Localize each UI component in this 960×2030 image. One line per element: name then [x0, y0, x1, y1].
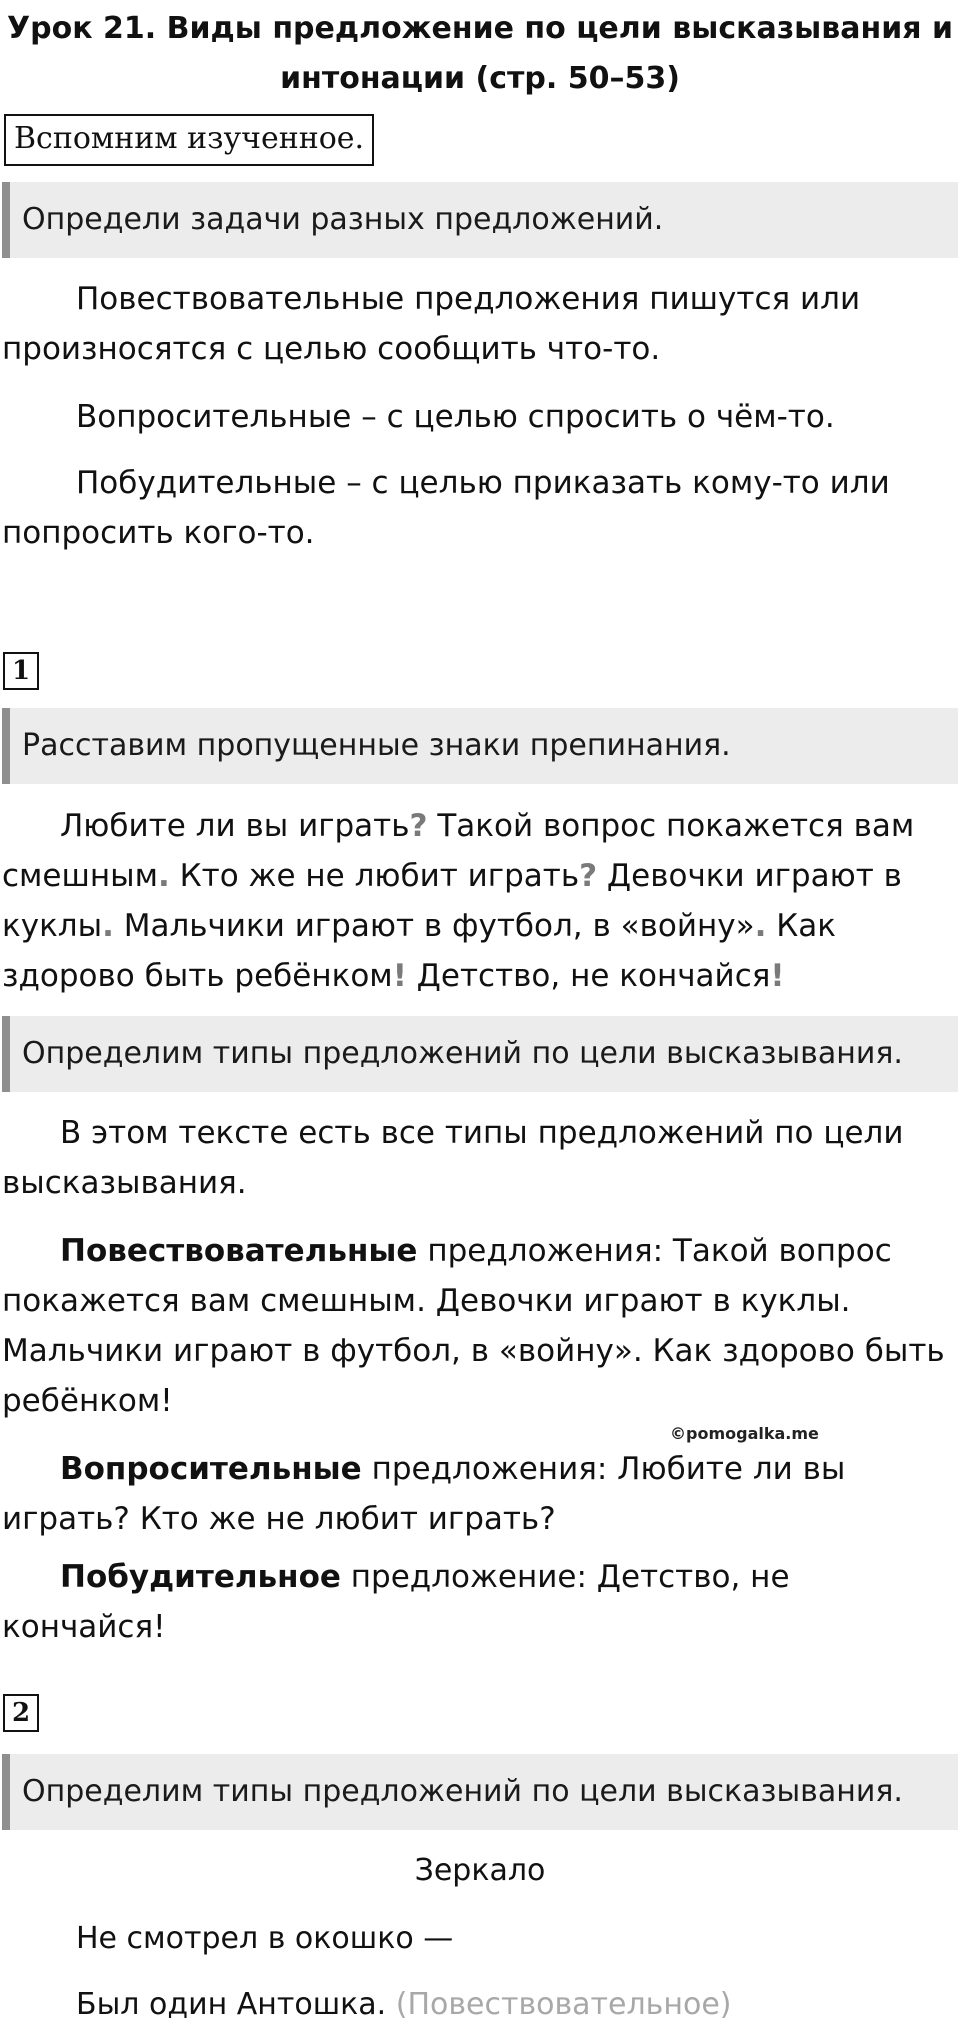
narrative-answer	[2, 1226, 957, 1426]
intro-paragraph-1: Повествовательные предложения пишутся или произносятся с целью сообщить что-то.	[2, 281, 861, 367]
question-answer	[2, 1444, 957, 1544]
poem-line-1: Не смотрел в окошко —	[76, 1921, 454, 1956]
sentence-4: Девочки играют в куклы	[2, 858, 902, 944]
page-title	[0, 4, 960, 104]
title-line-1: Урок 21. Виды предложение по цели высказывания и	[7, 11, 953, 46]
punctuation-1: ?	[409, 808, 428, 844]
sentence-6: Как здорово быть ребёнком	[2, 908, 836, 994]
intro-paragraph-2: Вопросительные – с целью спросить о чём-то.	[76, 399, 835, 435]
punctuation-2: .	[158, 858, 170, 894]
punctuation-3: ?	[579, 858, 598, 894]
exercise-1-summary: В этом тексте есть все типы предложений по цели высказывания.	[2, 1115, 904, 1201]
exercise-1-number: 1	[3, 652, 39, 690]
watermark: ©pomogalka.me	[670, 1424, 819, 1443]
punctuation-5: .	[754, 908, 767, 944]
narrative-text: предложения: Такой вопрос покажется вам смешным. Девочки играют в куклы. Мальчики играют в футбол, в «войну». Как здорово быть ребёнком!	[2, 1233, 945, 1419]
sentence-2: Такой вопрос покажется вам смешным	[2, 808, 915, 894]
punctuation-4: .	[102, 908, 114, 944]
poem-title: Зеркало	[414, 1853, 546, 1888]
sentence-1: Любите ли вы играть	[60, 808, 410, 844]
remember-label: Вспомним изученное.	[4, 114, 374, 166]
exercise-1-text	[2, 801, 957, 1001]
title-line-2: интонации (стр. 50–53)	[280, 61, 680, 96]
poem-line-2-text: Был один Антошка.	[76, 1987, 387, 2022]
exercise-2-number: 2	[3, 1694, 39, 1732]
intro-paragraph-3: Побудительные – с целью приказать кому-то или попросить кого-то.	[2, 465, 890, 551]
imperative-label: Побудительное	[60, 1559, 341, 1595]
question-label: Вопросительные	[60, 1451, 362, 1487]
sentence-7: Детство, не кончайся	[406, 958, 771, 994]
sentence-3: Кто же не любит играть	[169, 858, 580, 894]
intro-task-bar: Определи задачи разных предложений.	[2, 182, 958, 258]
exercise-2-task-bar: Определим типы предложений по цели высказывания.	[2, 1754, 958, 1830]
narrative-label: Повествовательные	[60, 1233, 418, 1269]
imperative-text: предложение: Детство, не кончайся!	[2, 1559, 790, 1645]
punctuation-6: !	[392, 958, 407, 994]
sentence-5: Мальчики играют в футбол, в «войну»	[113, 908, 755, 944]
question-text: предложения: Любите ли вы играть? Кто же не любит играть?	[2, 1451, 846, 1537]
poem-line-2-type: (Повествовательное)	[395, 1987, 732, 2022]
imperative-answer	[2, 1552, 957, 1652]
exercise-1-task-2-bar: Определим типы предложений по цели высказывания.	[2, 1016, 958, 1092]
punctuation-7: !	[770, 958, 785, 994]
exercise-1-task-1-bar: Расставим пропущенные знаки препинания.	[2, 708, 958, 784]
